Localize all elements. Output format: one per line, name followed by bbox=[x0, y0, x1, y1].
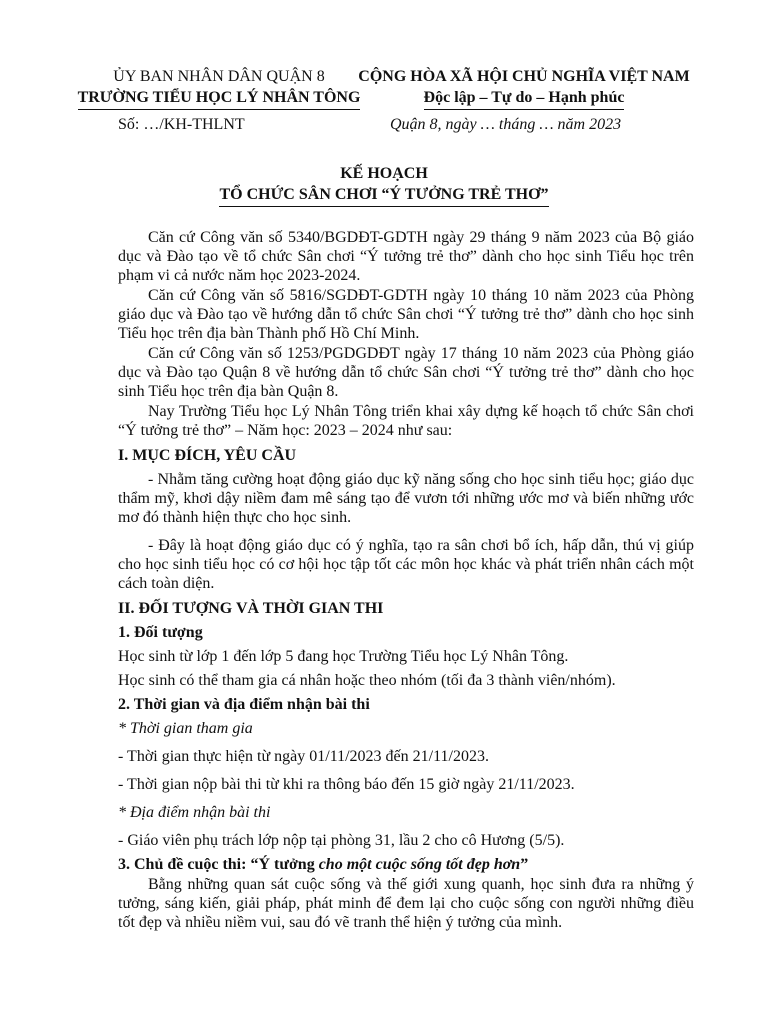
document-number: Số: …/KH-THLNT bbox=[118, 116, 245, 133]
list-item: - Thời gian nộp bài thi từ khi ra thông báo đến 15 giờ ngày 21/11/2023. bbox=[118, 776, 575, 793]
document-title bbox=[0, 163, 768, 207]
body-paragraph: - Đây là hoạt động giáo dục có ý nghĩa, tạo ra sân chơi bổ ích, hấp dẫn, thú vị giúp cho học sinh tiểu học có cơ hội học tập tốt các môn học khác và phát triển nhân cách một cách toàn diện. bbox=[118, 537, 694, 592]
item-label: * Thời gian tham gia bbox=[118, 720, 253, 737]
subsection-heading: 2. Thời gian và địa điểm nhận bài thi bbox=[118, 696, 370, 713]
national-header bbox=[345, 66, 703, 110]
preamble-paragraph: Căn cứ Công văn số 1253/PGDGDĐT ngày 17 tháng 10 năm 2023 của Phòng giáo dục và Đào tạo Quận 8 về hướng dẫn tổ chức Sân chơi “Ý tưởng trẻ thơ” dành cho học sinh Tiểu học trên địa bàn Quận 8. bbox=[118, 345, 694, 400]
document-date: Quận 8, ngày … tháng … năm 2023 bbox=[390, 116, 622, 133]
preamble-paragraph: Căn cứ Công văn số 5340/BGDĐT-GDTH ngày 29 tháng 9 năm 2023 của Bộ giáo dục và Đào tạo về tổ chức Sân chơi “Ý tưởng trẻ thơ” dành cho học sinh Tiểu học trên phạm vi cả nước năm học 2023-2024. bbox=[118, 229, 694, 284]
title-line-2: TỔ CHỨC SÂN CHƠI “Ý TƯỞNG TRẺ THƠ” bbox=[219, 184, 548, 207]
issuing-authority bbox=[60, 66, 378, 110]
section-heading: I. MỤC ĐÍCH, YÊU CẦU bbox=[118, 447, 297, 464]
section-heading: II. ĐỐI TƯỢNG VÀ THỜI GIAN THI bbox=[118, 600, 384, 617]
body-paragraph: Bằng những quan sát cuộc sống và thế giới xung quanh, học sinh đưa ra những ý tưởng, sáng kiến, giải pháp, phát minh để đem lại cho cuộc sống con người những điều tốt đẹp và nhiều niềm vui, sau đó vẽ tranh thể hiện ý tưởng của mình. bbox=[118, 876, 694, 931]
list-item: - Thời gian thực hiện từ ngày 01/11/2023 đến 21/11/2023. bbox=[118, 748, 489, 765]
school-name: TRƯỜNG TIỂU HỌC LÝ NHÂN TÔNG bbox=[78, 87, 361, 110]
body-paragraph: - Nhằm tăng cường hoạt động giáo dục kỹ năng sống cho học sinh tiểu học; giáo dục thẩm mỹ, khơi dậy niềm đam mê sáng tạo để vươn tới những ước mơ và biến những ước mơ đó thành hiện thực cho học sinh. bbox=[118, 471, 694, 526]
national-motto: Độc lập – Tự do – Hạnh phúc bbox=[424, 87, 625, 110]
body-paragraph: Học sinh có thể tham gia cá nhân hoặc theo nhóm (tối đa 3 thành viên/nhóm). bbox=[118, 672, 616, 689]
preamble-paragraph: Nay Trường Tiểu học Lý Nhân Tông triển khai xây dựng kế hoạch tổ chức Sân chơi “Ý tưởng trẻ thơ” – Năm học: 2023 – 2024 như sau: bbox=[118, 403, 694, 439]
preamble-paragraph: Căn cứ Công văn số 5816/SGDĐT-GDTH ngày 10 tháng 10 năm 2023 của Phòng giáo dục và Đào tạo về hướng dẫn tổ chức Sân chơi “Ý tưởng trẻ thơ” dành cho học sinh Tiểu học trên địa bàn Thành phố Hồ Chí Minh. bbox=[118, 287, 694, 342]
subsection-heading: 1. Đối tượng bbox=[118, 624, 203, 641]
title-line-1: KẾ HOẠCH bbox=[340, 165, 428, 182]
list-item: - Giáo viên phụ trách lớp nộp tại phòng 31, lầu 2 cho cô Hương (5/5). bbox=[118, 832, 565, 849]
item-label: * Địa điểm nhận bài thi bbox=[118, 804, 271, 821]
document-body bbox=[118, 228, 694, 933]
contest-theme: cho một cuộc sống tốt đẹp hơn bbox=[318, 856, 521, 873]
body-paragraph: Học sinh từ lớp 1 đến lớp 5 đang học Trường Tiểu học Lý Nhân Tông. bbox=[118, 648, 569, 665]
district-committee: ỦY BAN NHÂN DÂN QUẬN 8 bbox=[113, 68, 325, 85]
nation-name: CỘNG HÒA XÃ HỘI CHỦ NGHĨA VIỆT NAM bbox=[358, 68, 690, 85]
subsection-heading: 3. Chủ đề cuộc thi: “Ý tưởng cho một cuộc sống tốt đẹp hơn” bbox=[118, 856, 529, 873]
